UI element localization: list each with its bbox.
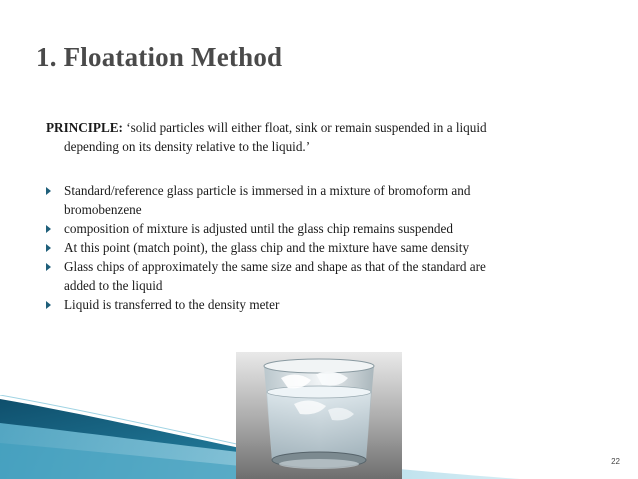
bullet-item: composition of mixture is adjusted until the glass chip remains suspended: [46, 219, 602, 238]
bullet-item: Glass chips of approximately the same size and shape as that of the standard are added to the liquid: [46, 257, 602, 295]
principle-text-line2: depending on its density relative to the liquid.’: [64, 139, 311, 154]
page-number: 22: [611, 457, 620, 466]
principle-text-line1: ‘solid particles will either float, sink or remain suspended in a liquid: [122, 120, 487, 135]
glass-of-liquid-image: [236, 352, 402, 479]
bullet-item: Liquid is transferred to the density meter: [46, 295, 602, 314]
bullet-item: At this point (match point), the glass chip and the mixture have same density: [46, 238, 602, 257]
triangle-right-icon: [46, 244, 51, 252]
triangle-right-icon: [46, 187, 51, 195]
bullet-item: Standard/reference glass particle is immersed in a mixture of bromoform and bromobenzene: [46, 181, 602, 219]
triangle-right-icon: [46, 263, 51, 271]
bullet-list: [46, 181, 602, 314]
triangle-right-icon: [46, 301, 51, 309]
slide-title: 1. Floatation Method: [36, 42, 283, 72]
triangle-right-icon: [46, 225, 51, 233]
principle-paragraph: [46, 118, 602, 156]
principle-label: PRINCIPLE:: [46, 120, 123, 135]
